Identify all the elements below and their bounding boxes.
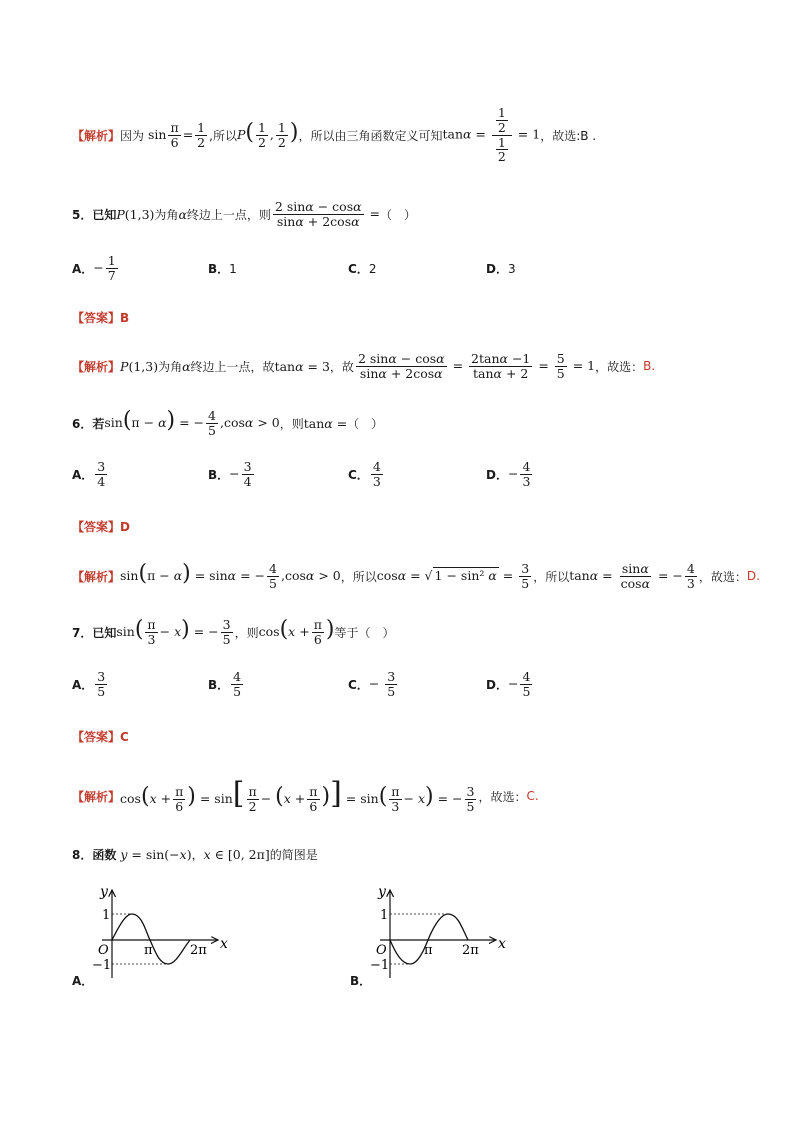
graph-b[interactable] xyxy=(368,882,528,982)
q5-option-d[interactable]: D． 3 xyxy=(486,261,516,276)
tick-1: 1 xyxy=(380,908,389,923)
q8-stem: 8．函数 y = sin(−x) ， x ∈ [0, 2π] 的简图是 xyxy=(72,847,318,862)
q6-analysis: 【解析】 sin(π − α) = sinα = − $\frac{4}{5}$ ,cosα > 0 ，所以 cosα = √ 1 − sin² α = $\frac{3}{5}$ ，所以 tanα = $\frac{\sin\alpha}{\cos\alpha}$ = − $\frac{4}{3}$ ，故选： D. xyxy=(72,560,760,591)
q7-stem: 7．已知 sin( $\frac{\pi}{3}$ − x) = − $\frac{3}{5}$ ，则 cos(x + $\frac{\pi}{6}$ ) 等于（ ） xyxy=(72,616,395,647)
q7-option-d[interactable]: D． − $\frac{4}{5}$ xyxy=(486,669,531,699)
q7-option-c[interactable]: C． − $\frac{3}{5}$ xyxy=(348,669,396,699)
graph-a[interactable] xyxy=(90,882,250,982)
q5-stem: 5．已知 P(1,3) 为角 α 终边上一点，则 $\frac{2 \sin\alpha - \cos\alpha}{\sin\alpha + 2\cos\alpha}$ = （ ） xyxy=(72,198,417,229)
q7-answer: 【答案】 C xyxy=(72,729,129,744)
q6-stem: 6．若 sin(π − α) = − $\frac{4}{5}$ ,cosα > 0 ，则 tanα = （ ） xyxy=(72,407,384,438)
q4-analysis: 【解析】 因为 sin $\frac{\pi}{6}$ = $\frac{1}{2}$ ,所以 P( $\frac{1}{2}$ , $\frac{1}{2}$ ) ，所以由三角函数定义可知 tanα = $\frac{\frac{1}{2}}{\frac{1}{2}}$ = 1 ，故选:B . xyxy=(72,105,597,165)
answer-value: D xyxy=(120,519,130,534)
tick-2pi: 2π xyxy=(462,943,479,958)
tick-pi: π xyxy=(144,943,153,958)
q5-answer: 【答案】 B xyxy=(72,310,130,325)
q7-option-b[interactable]: B． $\frac{4}{5}$ xyxy=(208,669,242,699)
y-label: y xyxy=(378,884,386,900)
analysis-label: 【解析】 xyxy=(72,128,121,143)
tick-1: 1 xyxy=(102,908,111,923)
q5-analysis: 【解析】 P(1,3) 为角 α 终边上一点，故 tanα = 3 ，故 $\frac{2 \sin\alpha - \cos\alpha}{\sin\alpha + 2\cos\alpha}$ = $\frac{2\tan\alpha -1}{\tan\alpha + 2}$ = $\frac{5}{5}$ = 1 ，故选： B. xyxy=(72,350,656,381)
math-expr: tanα = $\frac{\frac{1}{2}}{\frac{1}{2}}$ = 1 xyxy=(442,105,541,165)
q7-analysis: 【解析】 cos(x + $\frac{\pi}{6}$ ) = sin[ $\frac{\pi}{2}$ − (x + $\frac{\pi}{6}$ )] = sin( $\frac{\pi}{3}$ − x) = − $\frac{3}{5}$ ，故选： C. xyxy=(72,775,539,814)
math-expr: sin $\frac{\pi}{6}$ = $\frac{1}{2}$ xyxy=(144,119,206,150)
q6-answer: 【答案】 D xyxy=(72,519,130,534)
math-expr: P( $\frac{1}{2}$ , $\frac{1}{2}$ ) xyxy=(236,119,299,150)
x-label: x xyxy=(498,936,506,952)
answer-value: C xyxy=(120,729,129,744)
graph-a-label: A． xyxy=(72,974,94,988)
graph-b-label: B． xyxy=(350,974,372,988)
q6-option-b[interactable]: B． − $\frac{3}{4}$ xyxy=(208,459,252,489)
q5-option-a[interactable]: A． − $\frac{1}{7}$ xyxy=(72,253,116,283)
origin: O xyxy=(98,943,109,958)
q5-option-c[interactable]: C． 2 xyxy=(348,261,377,276)
q6-option-a[interactable]: A． $\frac{3}{4}$ xyxy=(72,459,106,489)
q7-option-a[interactable]: A． $\frac{3}{5}$ xyxy=(72,669,106,699)
q6-option-d[interactable]: D． − $\frac{4}{3}$ xyxy=(486,459,531,489)
q6-option-c[interactable]: C． $\frac{4}{3}$ xyxy=(348,459,381,489)
y-label: y xyxy=(100,884,108,900)
tick-neg1: −1 xyxy=(370,958,390,973)
tick-pi: π xyxy=(424,943,433,958)
q5-option-b[interactable]: B． 1 xyxy=(208,261,237,276)
tick-neg1: −1 xyxy=(92,958,112,973)
origin: O xyxy=(376,943,387,958)
answer-value: B xyxy=(120,310,130,325)
tick-2pi: 2π xyxy=(190,943,207,958)
x-label: x xyxy=(220,936,228,952)
